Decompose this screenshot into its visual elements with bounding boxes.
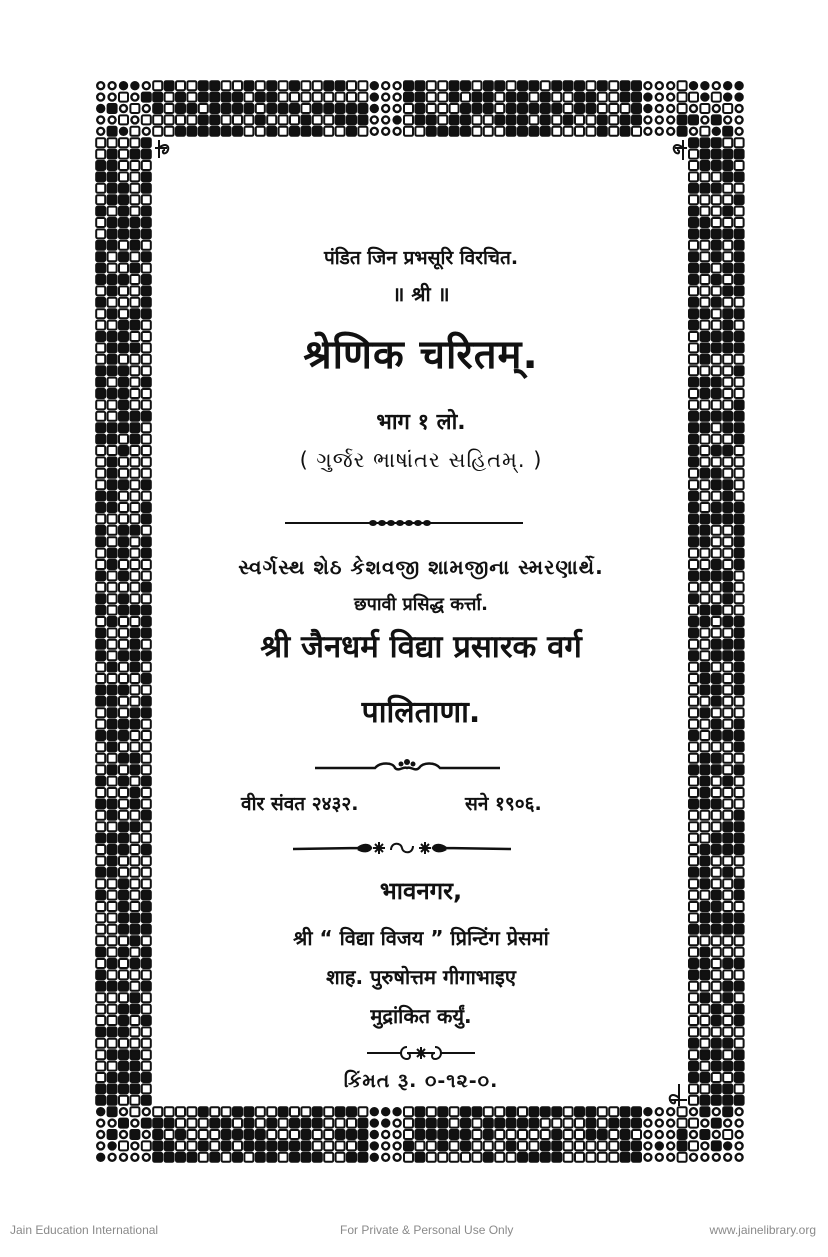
memorial-line: સ્વર્ગસ્થ શેઠ કેશવજી શામજીના સ્મરણાર્થે. (238, 555, 604, 579)
book-title: श्रेणिक चरितम्. (303, 332, 539, 378)
footer-publisher: Jain Education International (10, 1223, 159, 1237)
price-line: કિંમત રૂ. ૦-૧૨-૦. (343, 1070, 499, 1092)
vir-samvat-date: वीर संवत २४३२. (241, 793, 359, 815)
ce-date: सने १९०६. (465, 793, 542, 815)
beaded-rule (285, 518, 523, 528)
translation-note: ( ગુર્જર ભાષાંતર સહિતમ્. ) (299, 448, 543, 472)
publisher-label: छपावी प्रसिद्ध कर्त्ता. (354, 594, 488, 615)
title-panel (155, 140, 687, 1106)
title-page-content (155, 140, 687, 1106)
scroll-ornament (315, 758, 500, 776)
author-line: पंडित जिन प्रभसूरि विरचित. (323, 247, 519, 269)
part-number: भाग १ लो. (376, 410, 466, 435)
printed-line: मुद्रांकित कर्युं. (370, 1004, 472, 1028)
publisher-name: श्री जैनधर्म विद्या प्रसारक वर्ग (260, 629, 582, 665)
decorative-border-frame (95, 80, 747, 1166)
press-city: भावनगर, (379, 877, 463, 905)
press-line: श्री “ विद्या विजय ” प्रिन्टिंग प्रेसमां (293, 926, 549, 950)
publisher-city: पालिताणा. (361, 695, 481, 730)
floral-scroll-ornament (293, 838, 511, 858)
printer-line: शाह. पुरुषोत्तम गीगाभाइए (326, 965, 516, 989)
small-floral-ornament (367, 1043, 475, 1063)
footer-website-link[interactable]: www.jainelibrary.org (709, 1223, 816, 1237)
invocation: ॥ श्री ॥ (392, 282, 450, 306)
footer-usage-note: For Private & Personal Use Only (340, 1223, 514, 1237)
